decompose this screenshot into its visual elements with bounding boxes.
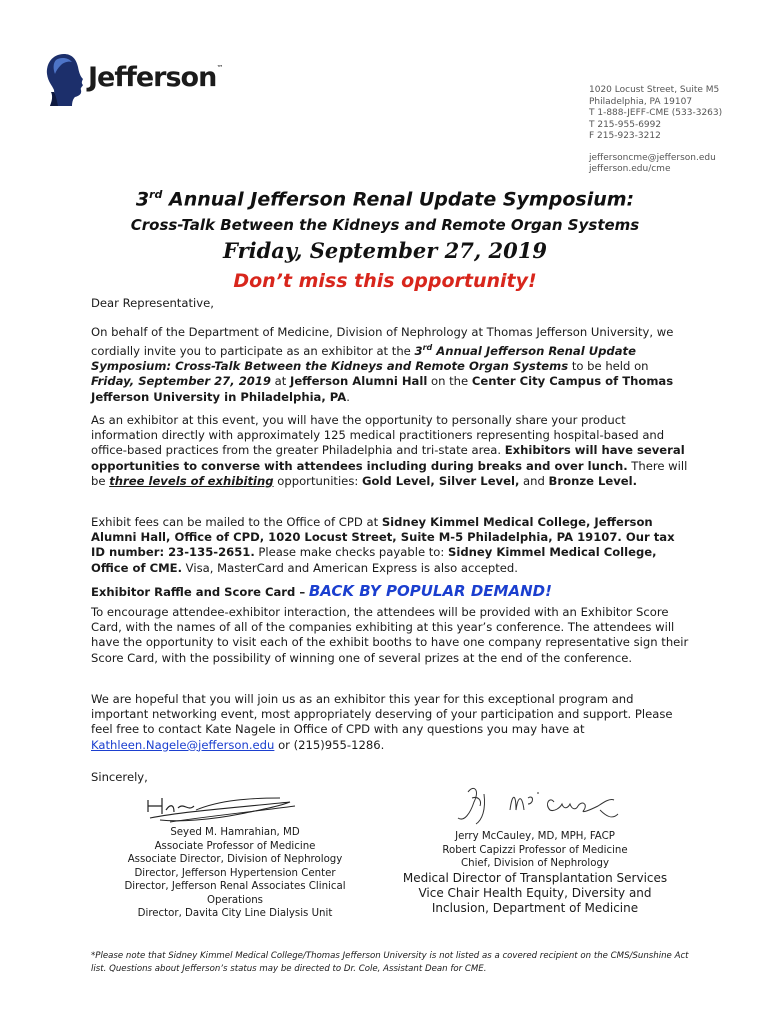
paragraph-raffle: To encourage attendee-exhibitor interaction, the attendees will be provided with an Exhibitor Score Card, with the names of all of the companies exhibiting at this year’s conference. The attendees will have the opportunity to visit each of the exhibit booths to have one company representative sign their Score Card, with the possibility of winning one of several prizes at the end of the conference.: [91, 605, 689, 665]
symposium-title: 3rd Annual Jefferson Renal Update Symposium:: [135, 188, 635, 211]
footnote: *Please note that Sidney Kimmel Medical College/Thomas Jefferson University is not listed as a covered recipient on the CMS/Sunshine Act list. Questions about Jefferson’s status may be directed to Dr. Cole, Assistant Dean for CME.: [91, 951, 689, 974]
closing: Sincerely,: [91, 770, 148, 784]
greeting: Dear Representative,: [91, 296, 214, 310]
paragraph-opportunity: As an exhibitor at this event, you will have the opportunity to personally share your product information directly with approximately 125 medical practitioners representing hospital-based and office-based practices from the greater Philadelphia and tri-state area. Exhibitors will have several opportunities to converse with attendees including during breaks and over lunch. There will be three levels of exhibiting opportunities: Gold Level, Silver Level, and Bronze Level.: [91, 413, 688, 488]
contact-email-link[interactable]: Kathleen.Nagele@jefferson.edu: [91, 737, 275, 752]
signatory-right-title-1: Robert Capizzi Professor of Medicine: [442, 844, 628, 856]
signatory-right-name: Jerry McCauley, MD, MPH, FACP: [455, 831, 615, 842]
signatory-left-title-1: Associate Professor of Medicine: [154, 840, 316, 852]
jefferson-head-icon: [42, 52, 86, 108]
signature-mccauley: [450, 780, 625, 830]
address-line-2: Philadelphia, PA 19107: [589, 96, 693, 107]
signatory-right-title-3: Medical Director of Transplantation Services: [402, 870, 668, 885]
signatory-right-title-4: Vice Chair Health Equity, Diversity and Inclusion, Department of Medicine: [418, 885, 652, 915]
raffle-heading: Exhibitor Raffle and Score Card – BACK BY POPULAR DEMAND!: [91, 582, 552, 600]
signature-hamrahian: [140, 790, 300, 830]
jefferson-logo: [42, 52, 223, 108]
signatory-left: [110, 826, 360, 921]
contact-block: [589, 85, 722, 176]
brand-trademark: ™: [216, 64, 223, 72]
contact-website: jefferson.edu/cme: [589, 164, 671, 174]
fax-line: F 215-923-3212: [589, 131, 661, 141]
brand-name: Jefferson: [88, 62, 217, 93]
phone-line-1: T 1-888-JEFF-CME (533-3263): [589, 108, 723, 118]
symposium-subtitle: Cross-Talk Between the Kidneys and Remote Organ Systems: [130, 216, 640, 234]
signatory-left-title-2: Associate Director, Division of Nephrology: [127, 854, 343, 865]
paragraph-fees: Exhibit fees can be mailed to the Office of CPD at Sidney Kimmel Medical College, Jefferson Alumni Hall, Office of CPD, 1020 Locust Street, Suite M-5 Philadelphia, PA 19107. Our tax ID number: 23-135-2651. Please make checks payable to: Sidney Kimmel Medical College, Office of CME. Visa, MasterCard and American Express is also accepted.: [91, 515, 675, 575]
callout-heading: Don’t miss this opportunity!: [233, 270, 537, 292]
address-line-1: 1020 Locust Street, Suite M5: [589, 85, 720, 95]
popular-demand-highlight: BACK BY POPULAR DEMAND!: [308, 582, 552, 600]
signatory-left-title-5: Director, Davita City Line Dialysis Unit: [137, 908, 333, 919]
phone-line-2: T 215-955-6992: [589, 119, 662, 130]
signatory-left-title-4: Director, Jefferson Renal Associates Clinical Operations: [124, 881, 346, 906]
signatory-right-title-2: Chief, Division of Nephrology: [461, 858, 609, 869]
paragraph-invitation: On behalf of the Department of Medicine, Division of Nephrology at Thomas Jefferson University, we cordially invite you to participate as an exhibitor at the 3rd Annual Jefferson Renal Update Symposium: Cross-Talk Between the Kidneys and Remote Organ Systems to be held on Friday, September 27, 2019 at Jefferson Alumni Hall on the Center City Campus of Thomas Jefferson University in Philadelphia, PA.: [91, 325, 674, 404]
signatory-left-title-3: Director, Jefferson Hypertension Center: [134, 867, 336, 879]
signatory-left-name: Seyed M. Hamrahian, MD: [170, 827, 300, 838]
signatory-right: [400, 830, 670, 916]
contact-email: jeffersoncme@jefferson.edu: [589, 152, 716, 163]
paragraph-contact: We are hopeful that you will join us as an exhibitor this year for this exceptional program and important networking event, most appropriately deserving of your participation and support. Please feel free to contact Kate Nagele in Office of CPD with any questions you may have at Kathleen.Nagele@jefferson.edu or (215)955-1286.: [91, 692, 673, 752]
symposium-date: Friday, September 27, 2019: [223, 238, 547, 263]
